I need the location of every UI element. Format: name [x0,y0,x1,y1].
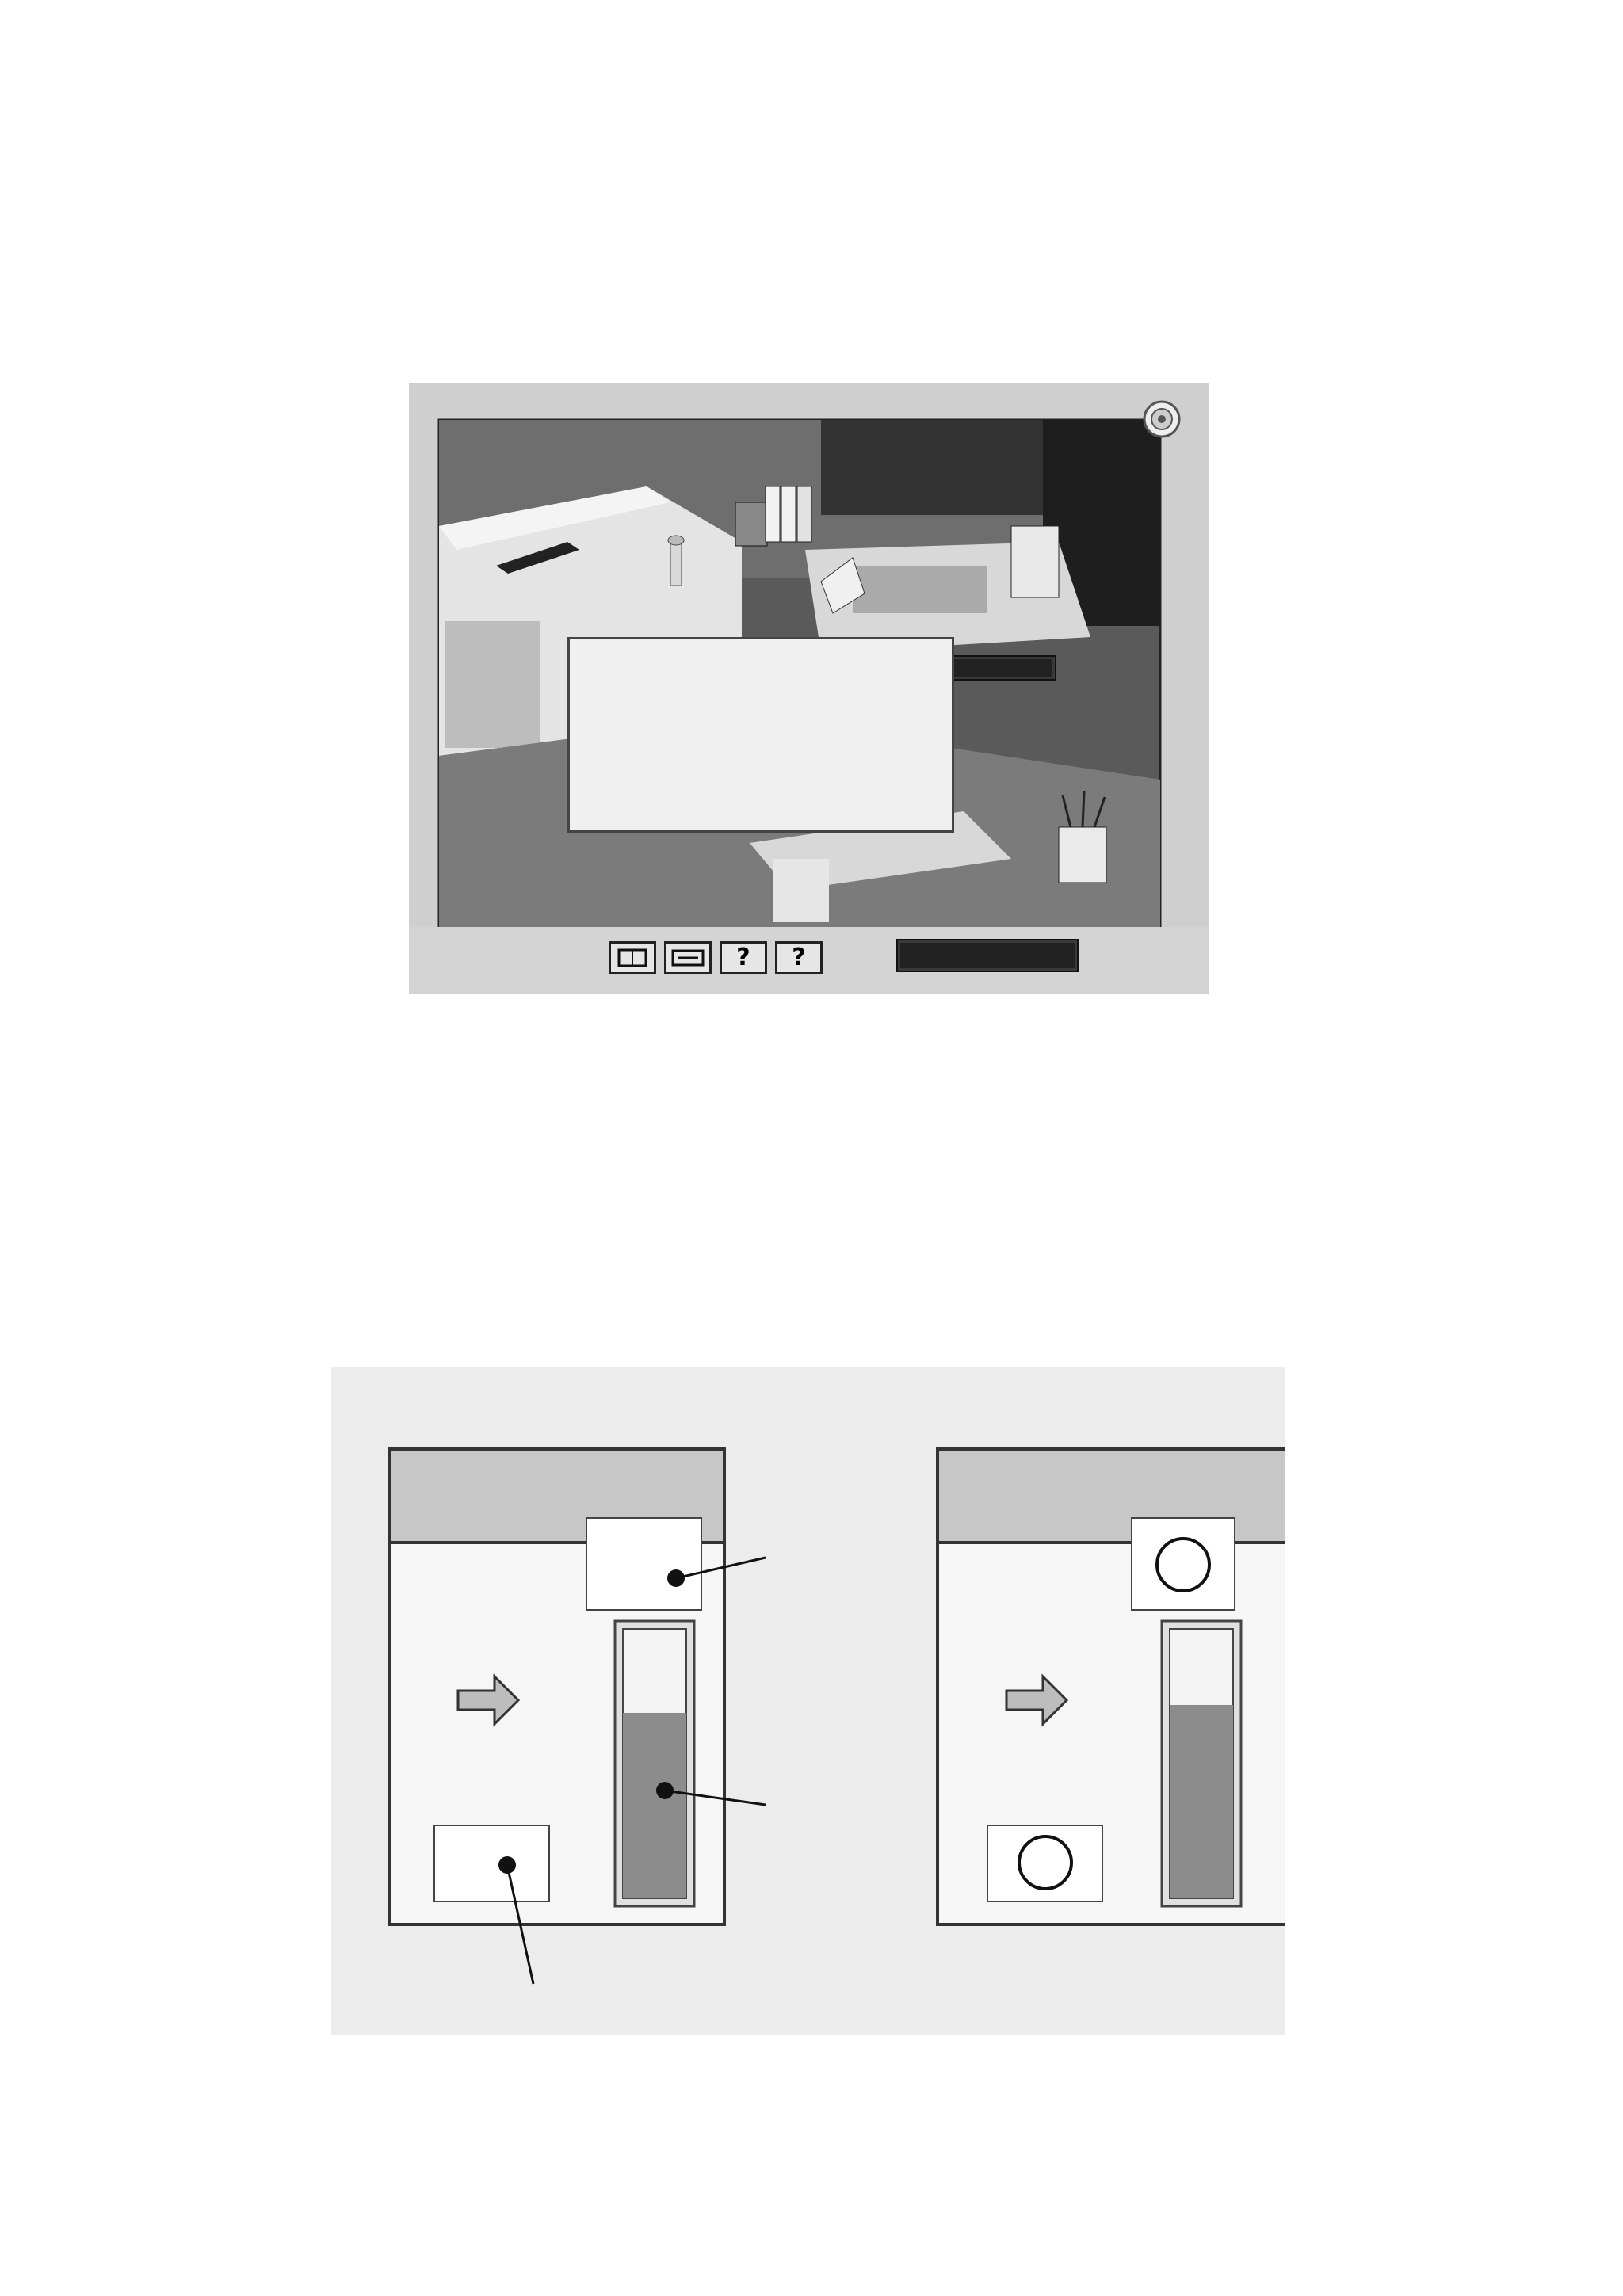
book-icon [611,944,654,972]
help-button-2[interactable] [775,941,823,974]
max-exercises-number [1155,1537,1211,1592]
figure-block-counter [331,1367,1285,2035]
question-icon: ? [792,944,806,971]
failed-exercises-number [1018,1835,1073,1890]
message-box [567,637,954,833]
figure-scoreboard-screenshot [409,383,1209,994]
block-counter-diagram [331,1367,1285,2035]
arrow-button[interactable] [664,941,712,974]
book-button[interactable] [609,941,656,974]
question-icon: ? [736,944,750,971]
arrow-icon [666,944,709,972]
help-button-1[interactable] [720,941,767,974]
